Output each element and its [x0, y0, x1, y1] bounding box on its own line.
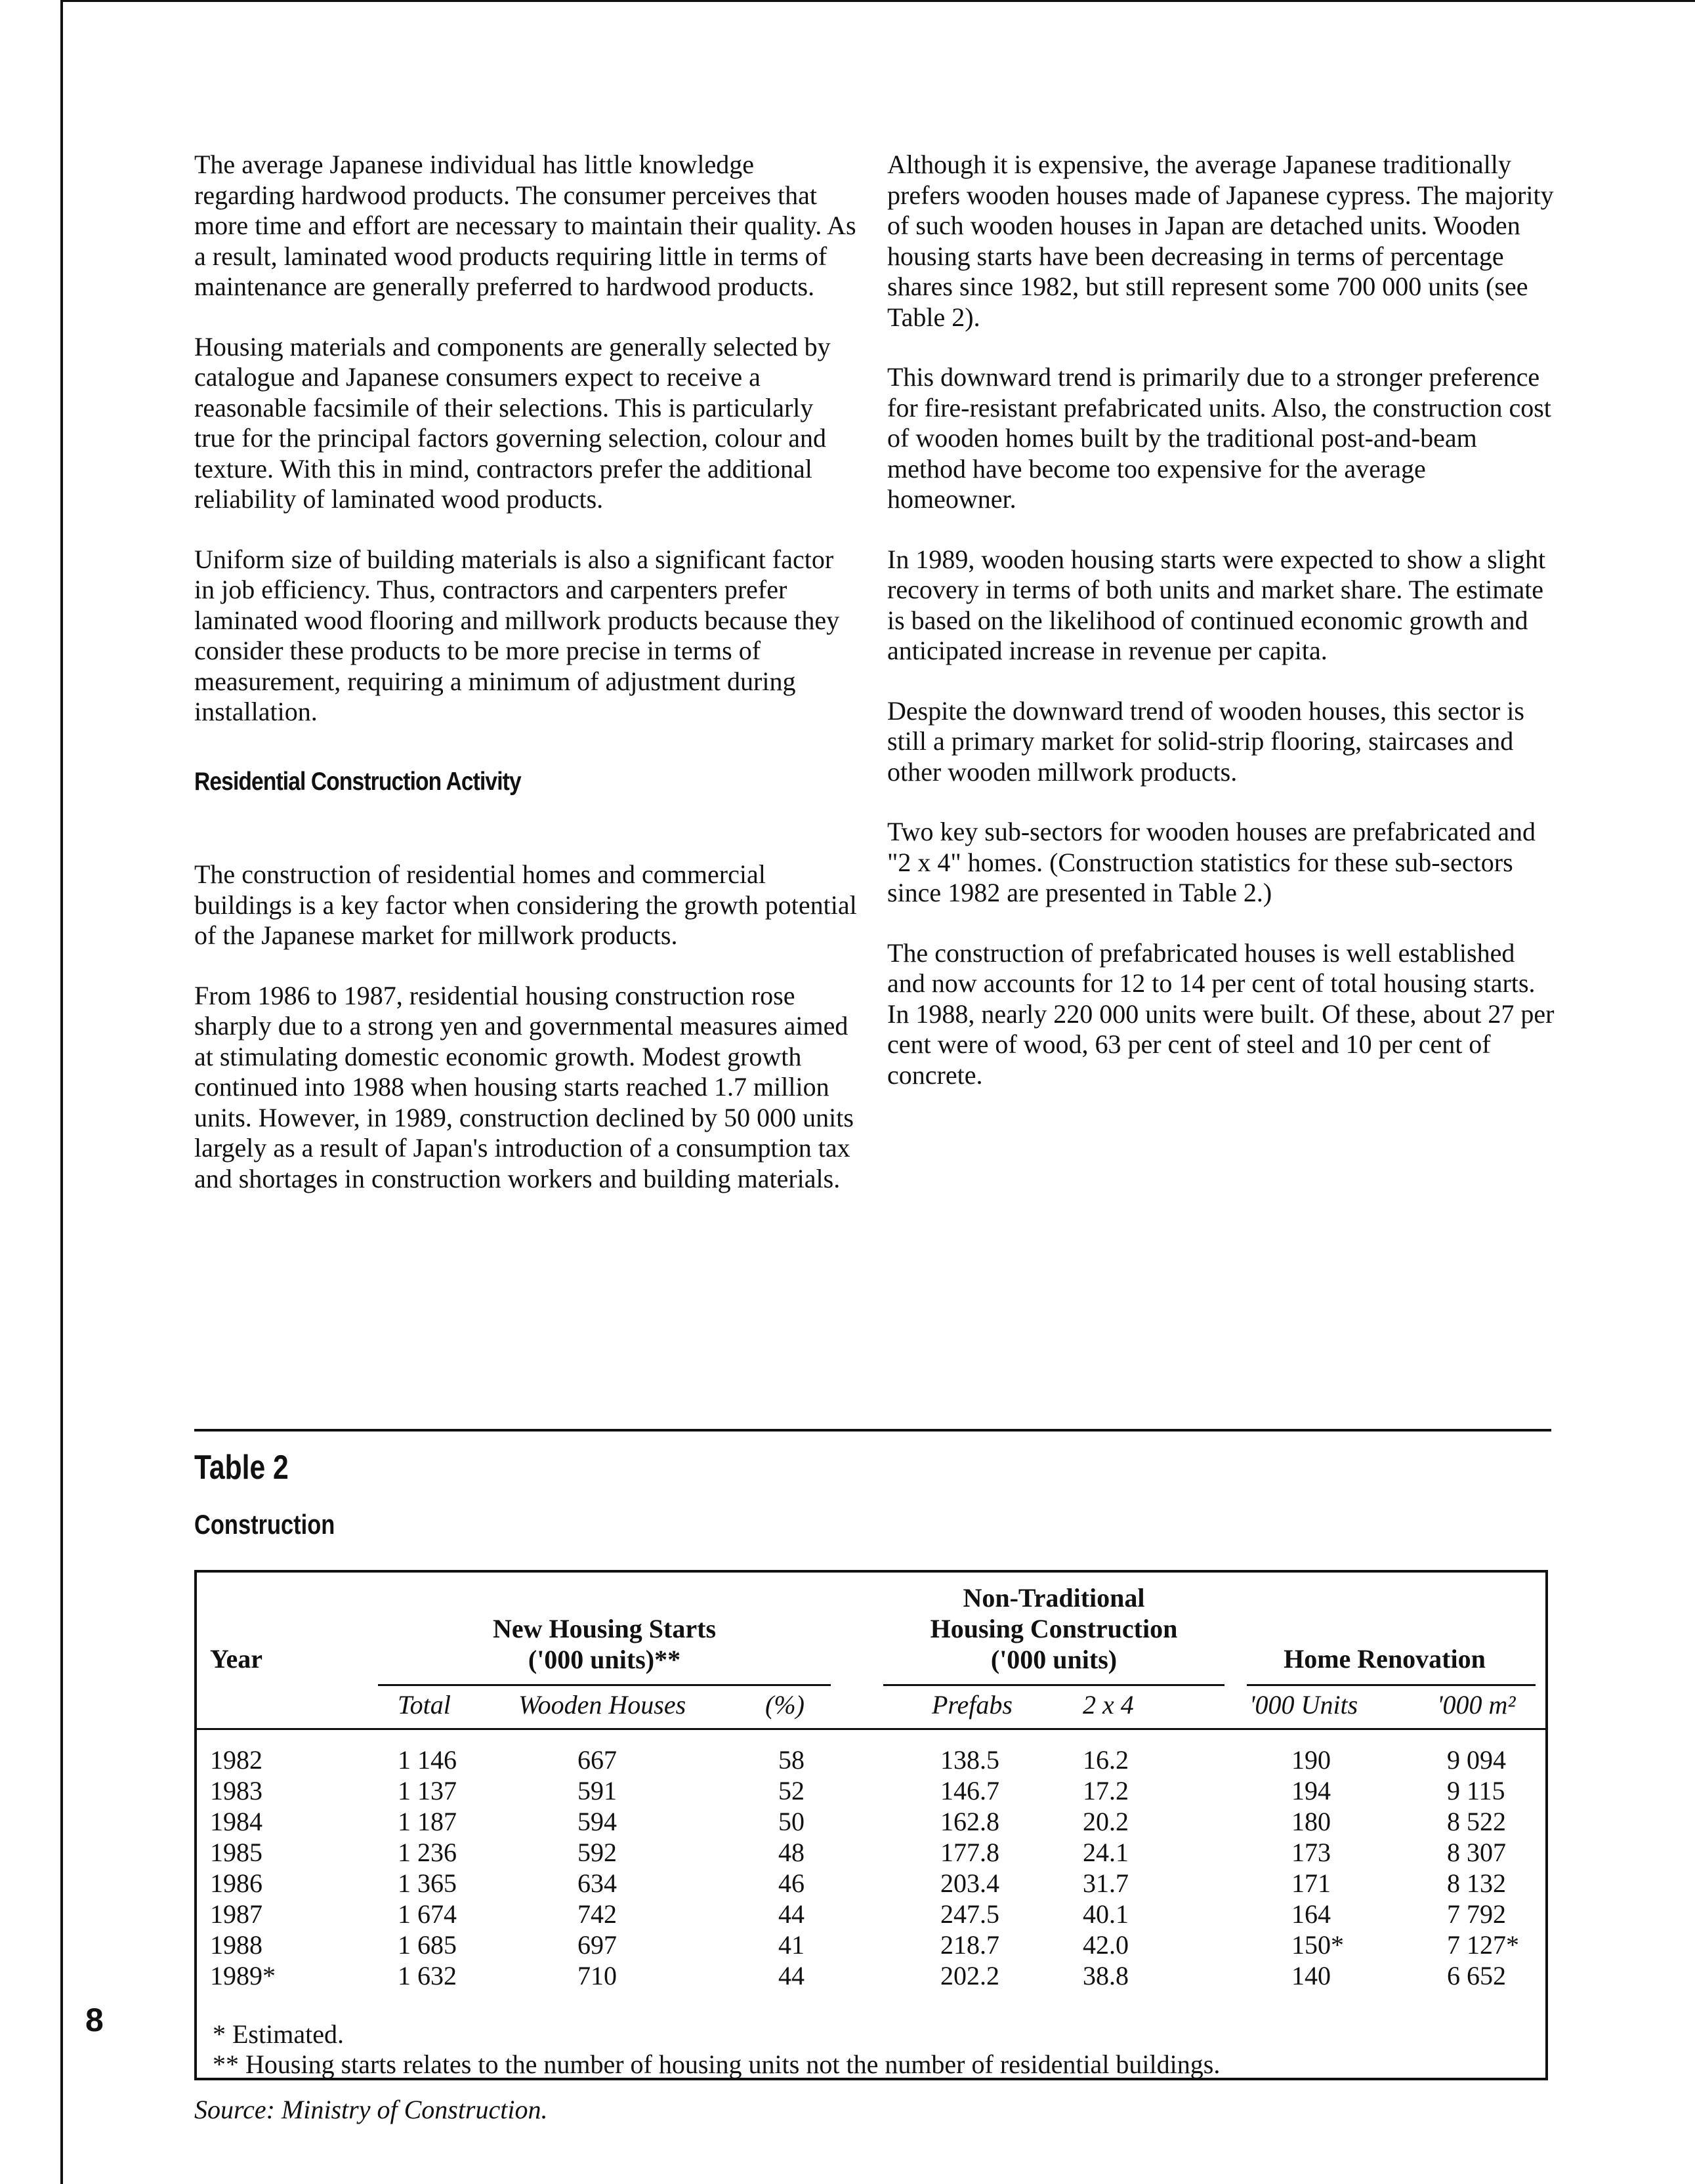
header-year: Year — [210, 1644, 262, 1674]
paragraph: The average Japanese individual has little knowledge regarding hardwood products. The consumer perceives that more time and effort are necessary to maintain their quality. As a result, laminated wood products requiring little in terms of maintenance are generally preferred to hardwood products. — [194, 150, 856, 301]
header-home-renovation: Home Renovation — [1284, 1644, 1486, 1674]
paragraph: Although it is expensive, the average Japanese traditionally prefers wooden houses made of Japanese cypress. The majority of such wooden houses in Japan are detached units. Wooden housing starts have been decreasing in terms of percentage shares since 1982, but still represent some 700 000 units (see Table 2). — [887, 150, 1554, 332]
section-heading: Residential Construction Activity — [194, 767, 521, 796]
paragraph: From 1986 to 1987, residential housing construction rose sharply due to a strong yen and governmental measures aimed at stimulating domestic economic growth. Modest growth continued into 1988 when housing starts reached 1.7 million units. However, in 1989, construction declined by 50 000 units largely as a result of Japan's introduction of a consumption tax and shortages in construction workers and building materials. — [194, 980, 854, 1193]
right-text-column — [887, 150, 1557, 1120]
subheader-prefabs: Prefabs — [932, 1690, 1013, 1720]
left-text-column — [194, 150, 857, 1224]
paragraph: Despite the downward trend of wooden houses, this sector is still a primary market for solid-strip flooring, staircases and other wooden millwork products. — [887, 695, 1524, 787]
paragraph: Two key sub-sectors for wooden houses are prefabricated and "2 x 4" homes. (Construction statistics for these sub-sectors since 1982 are presented in Table 2.) — [887, 817, 1536, 907]
subheader-wooden-houses: Wooden Houses — [518, 1690, 686, 1720]
paragraph: Housing materials and components are generally selected by catalogue and Japanese consumers expect to receive a reasonable facsimile of their selections. This is particularly true for the principal factors governing selection, colour and texture. With this in mind, contractors prefer the additional reliability of laminated wood products. — [194, 331, 831, 514]
table-row: 1985 1 236 592 48 177.8 24.1 173 8 307 — [210, 1838, 1506, 1867]
subheader-total: Total — [398, 1690, 451, 1720]
subheader-2x4: 2 x 4 — [1083, 1690, 1134, 1720]
header-bottom-rule — [197, 1728, 1545, 1730]
subheader-percent: (%) — [765, 1690, 805, 1720]
table-footnote: ** Housing starts relates to the number of housing units not the number of residential buildings. — [213, 2050, 1221, 2079]
paragraph: This downward trend is primarily due to a stronger preference for fire-resistant prefabricated units. Also, the construction cost of wooden homes built by the traditional post-and-beam method have become too expensive for the average homeowner. — [887, 362, 1551, 514]
table-row: 1986 1 365 634 46 203.4 31.7 171 8 132 — [210, 1868, 1506, 1898]
construction-table — [194, 1570, 1548, 2080]
table-row: 1982 1 146 667 58 138.5 16.2 190 9 094 — [210, 1745, 1506, 1775]
table-row: 1984 1 187 594 50 162.8 20.2 180 8 522 — [210, 1807, 1506, 1836]
page-number: 8 — [85, 2002, 104, 2038]
left-border-rule — [60, 0, 63, 2184]
table-row: 1988 1 685 697 41 218.7 42.0 150* 7 127* — [210, 1930, 1519, 1960]
table-title: Table 2 — [194, 1449, 289, 1487]
table-subtitle: Construction — [194, 1509, 335, 1540]
header-underline — [378, 1684, 831, 1686]
top-border-rule — [60, 0, 1695, 2]
subheader-m2: '000 m² — [1437, 1690, 1516, 1720]
header-non-traditional: Non-Traditional Housing Construction ('000 units) — [930, 1583, 1178, 1674]
table-row: 1989* 1 632 710 44 202.2 38.8 140 6 652 — [210, 1961, 1506, 1990]
paragraph: The construction of residential homes and commercial buildings is a key factor when considering the growth potential of the Japanese market for millwork products. — [194, 859, 857, 950]
header-underline — [1247, 1684, 1536, 1686]
table-separator-rule — [194, 1429, 1551, 1432]
header-underline — [883, 1684, 1224, 1686]
subheader-units: '000 Units — [1249, 1690, 1358, 1720]
header-new-housing: New Housing Starts ('000 units)** — [492, 1614, 717, 1674]
paragraph: The construction of prefabricated houses is well established and now accounts for 12 to 14 per cent of total housing starts. In 1988, nearly 220 000 units were built. Of these, about 27 per cent were of wood, 63 per cent of steel and 10 per cent of concrete. — [887, 937, 1555, 1090]
table-footnote: * Estimated. — [213, 2019, 344, 2049]
table-row: 1983 1 137 591 52 146.7 17.2 194 9 115 — [210, 1776, 1505, 1805]
paragraph: Uniform size of building materials is also a significant factor in job efficiency. Thus, contractors and carpenters prefer laminated wood flooring and millwork products because they consider these products to be more precise in terms of measurement, requiring a minimum of adjustment during installation. — [194, 544, 840, 726]
paragraph: In 1989, wooden housing starts were expected to show a slight recovery in terms of both units and market share. The estimate is based on the likelihood of continued economic growth and anticipated increase in revenue per capita. — [887, 544, 1546, 665]
table-source: Source: Ministry of Construction. — [194, 2095, 548, 2124]
table-row: 1987 1 674 742 44 247.5 40.1 164 7 792 — [210, 1899, 1506, 1929]
